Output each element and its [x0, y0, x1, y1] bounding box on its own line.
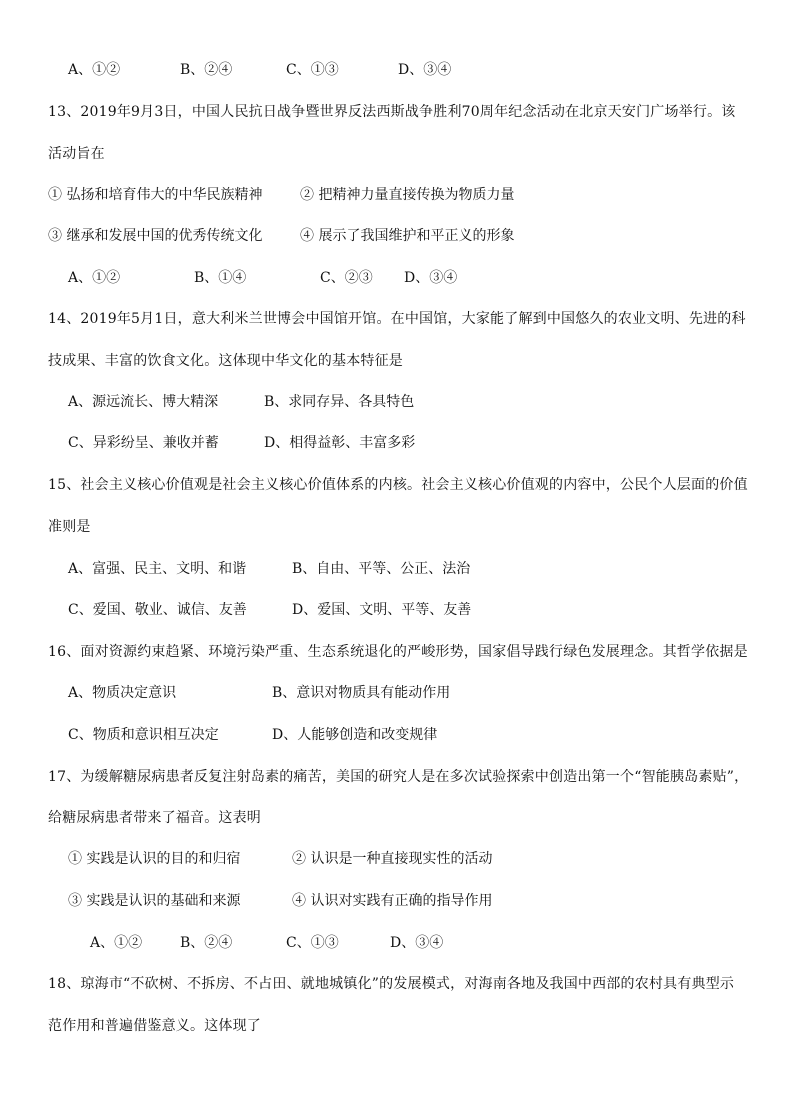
- q18-stem-line2: 范作用和普遍借鉴意义。这体现了: [48, 1018, 261, 1034]
- q15-option-c: C、爱国、敬业、诚信、友善: [68, 602, 247, 618]
- q17-item-2: ② 认识是一种直接现实性的活动: [292, 851, 493, 867]
- q14-stem-line1: 14、2019年5月1日，意大利米兰世博会中国馆开馆。在中国馆，大家能了解到中国悠久的农业文明、先进的科: [48, 311, 746, 327]
- q13-stem-line2: 活动旨在: [48, 146, 105, 162]
- q14-option-c: C、异彩纷呈、兼收并蓄: [68, 435, 219, 451]
- q14-option-b: B、求同存异、各具特色: [264, 394, 415, 410]
- q17-stem-line1: 17、为缓解糖尿病患者反复注射岛素的痛苦，美国的研究人是在多次试验探索中创造出第一个“智能胰岛素贴”，: [48, 769, 749, 785]
- q12-option-c: C、①③: [286, 62, 339, 78]
- q17-stem-line2: 给糖尿病患者带来了福音。这表明: [48, 810, 261, 826]
- q14-option-a: A、源远流长、博大精深: [68, 394, 219, 410]
- q13-option-b: B、①④: [194, 270, 247, 286]
- q17-option-d: D、③④: [390, 935, 444, 951]
- q16-option-d: D、人能够创造和改变规律: [272, 727, 438, 743]
- q17-item-3: ③ 实践是认识的基础和来源: [68, 893, 241, 909]
- q13-item-3: ③ 继承和发展中国的优秀传统文化: [48, 228, 263, 244]
- q16-option-c: C、物质和意识相互决定: [68, 727, 219, 743]
- q17-option-a: A、①②: [90, 935, 143, 951]
- q16-option-a: A、物质决定意识: [68, 685, 177, 701]
- q15-option-a: A、富强、民主、文明、和谐: [68, 561, 247, 577]
- q16-stem-line1: 16、面对资源约束趋紧、环境污染严重、生态系统退化的严峻形势，国家倡导践行绿色发展理念。其哲学依据是: [48, 644, 748, 660]
- q12-option-a: A、①②: [68, 62, 121, 78]
- q13-stem-line1: 13、2019年9月3日，中国人民抗日战争暨世界反法西斯战争胜利70周年纪念活动在北京天安门广场举行。该: [48, 104, 736, 120]
- q17-item-4: ④ 认识对实践有正确的指导作用: [292, 893, 493, 909]
- q17-option-b: B、②④: [180, 935, 233, 951]
- q18-stem-line1: 18、琼海市“不砍树、不拆房、不占田、就地城镇化”的发展模式，对海南各地及我国中西部的农村具有典型示: [48, 976, 735, 992]
- q12-option-b: B、②④: [180, 62, 233, 78]
- q15-stem-line1: 15、社会主义核心价值观是社会主义核心价值体系的内核。社会主义核心价值观的内容中，公民个人层面的价值: [48, 477, 748, 493]
- q13-option-c: C、②③: [320, 270, 373, 286]
- q14-stem-line2: 技成果、丰富的饮食文化。这体现中华文化的基本特征是: [48, 353, 403, 369]
- q13-item-2: ② 把精神力量直接传换为物质力量: [300, 187, 515, 203]
- q17-item-1: ① 实践是认识的目的和归宿: [68, 851, 241, 867]
- q13-option-a: A、①②: [68, 270, 121, 286]
- q13-option-d: D、③④: [404, 270, 458, 286]
- q14-option-d: D、相得益彰、丰富多彩: [264, 435, 416, 451]
- q15-option-d: D、爱国、文明、平等、友善: [292, 602, 472, 618]
- q17-option-c: C、①③: [286, 935, 339, 951]
- q15-stem-line2: 准则是: [48, 519, 91, 535]
- q13-item-1: ① 弘扬和培育伟大的中华民族精神: [48, 187, 263, 203]
- q13-item-4: ④ 展示了我国维护和平正义的形象: [300, 228, 515, 244]
- q12-option-d: D、③④: [398, 62, 452, 78]
- q15-option-b: B、自由、平等、公正、法治: [292, 561, 471, 577]
- q16-option-b: B、意识对物质具有能动作用: [272, 685, 451, 701]
